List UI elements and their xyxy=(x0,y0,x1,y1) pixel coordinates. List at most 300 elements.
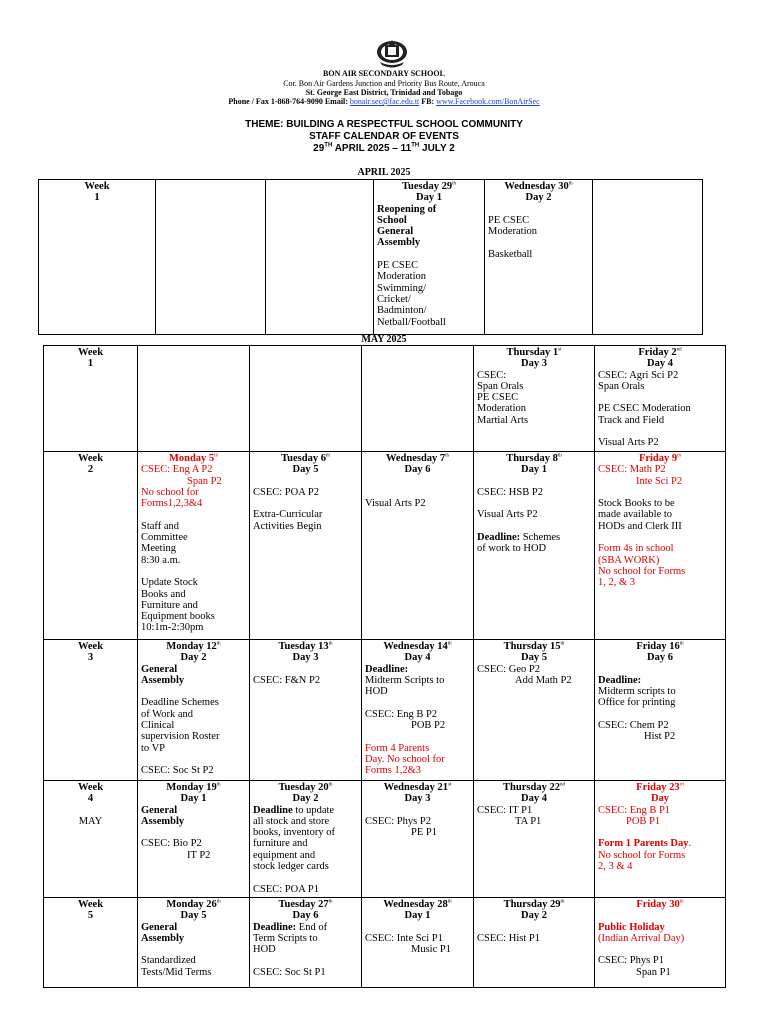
day-cell-text: Visual Arts P2 xyxy=(477,509,538,521)
day-cell-line xyxy=(477,910,591,921)
day-cell-line xyxy=(141,675,246,686)
day-cell-text: Thursday 1 xyxy=(506,347,559,358)
day-cell-text: HOD xyxy=(365,686,388,698)
date-ordinal-suffix: th xyxy=(328,782,333,788)
week-label-cell xyxy=(39,180,156,335)
day-cell-line xyxy=(598,838,722,849)
day-cell-line xyxy=(477,664,591,675)
day-cell-line xyxy=(141,543,246,554)
day-cell-line xyxy=(141,611,246,622)
date-ordinal-suffix: th xyxy=(568,181,573,187)
day-cell xyxy=(362,781,474,898)
may-calendar-table xyxy=(43,345,726,988)
day-cell-line xyxy=(377,305,481,316)
day-cell-line xyxy=(365,816,470,827)
day-cell-text: Forms1,2,3&4 xyxy=(141,498,203,510)
day-cell-text: Span P1 xyxy=(636,966,671,978)
day-cell-line xyxy=(141,899,246,910)
day-cell-text: CSEC: F&N P2 xyxy=(253,674,321,686)
date-ordinal-suffix: th xyxy=(216,899,221,905)
day-cell xyxy=(250,640,362,781)
day-cell-text: CSEC: POA P1 xyxy=(253,883,319,895)
day-cell-text: Day 1 xyxy=(416,192,442,204)
day-cell-line xyxy=(365,487,470,498)
day-cell-text: Day 1 xyxy=(521,464,547,476)
day-cell-text: Moderation xyxy=(488,226,537,238)
may-week-row xyxy=(44,640,726,781)
day-cell-line xyxy=(141,731,246,742)
day-cell-line xyxy=(598,370,722,381)
day-cell-text: Day 6 xyxy=(292,910,319,922)
day-cell-text: all stock and store xyxy=(253,815,330,827)
day-cell-line xyxy=(365,664,470,675)
day-cell-text: Day 2 xyxy=(180,652,207,664)
day-cell-text: Reopening of xyxy=(377,203,437,215)
date-ordinal-suffix: th xyxy=(677,453,682,459)
day-cell xyxy=(362,640,474,781)
day-cell-line xyxy=(488,215,589,226)
day-cell-line xyxy=(253,453,358,464)
date-ordinal-suffix: th xyxy=(679,641,684,647)
day-cell-text: Basketball xyxy=(488,248,533,260)
day-cell-line xyxy=(598,955,722,966)
may-week-row xyxy=(44,898,726,988)
day-cell-line xyxy=(477,464,591,475)
day-cell-line xyxy=(598,816,722,827)
day-cell-text: CSEC: Geo P2 xyxy=(477,663,541,675)
day-cell xyxy=(595,781,726,898)
day-cell-text: Hist P2 xyxy=(644,731,676,743)
day-cell-line xyxy=(365,805,470,816)
day-cell-text: Day 5 xyxy=(180,910,207,922)
day-cell-line xyxy=(141,743,246,754)
day-cell-line xyxy=(477,652,591,663)
day-cell-text: Midterm scripts to xyxy=(598,686,676,698)
day-cell-line xyxy=(477,487,591,498)
day-cell-line xyxy=(477,805,591,816)
day-cell-line xyxy=(477,370,591,381)
day-cell-line xyxy=(141,955,246,966)
day-cell-line xyxy=(477,498,591,509)
date-ordinal-suffix: th xyxy=(214,453,219,459)
day-cell-line xyxy=(253,664,358,675)
day-cell-line xyxy=(477,933,591,944)
day-cell-text: Day 3 xyxy=(292,652,319,664)
day-cell-line xyxy=(598,793,722,804)
week-label-cell xyxy=(44,781,138,898)
day-cell-line xyxy=(253,922,358,933)
day-cell-text: CSEC: Eng B P1 xyxy=(598,804,671,816)
day-cell-text: Visual Arts P2 xyxy=(365,498,426,510)
day-cell-text: Thursday 8 xyxy=(506,453,558,464)
day-cell-text: Equipment books xyxy=(141,611,215,623)
day-cell-text: Wednesday 28 xyxy=(383,899,448,910)
day-cell-text: Badminton/ xyxy=(377,305,427,317)
day-cell-line xyxy=(598,805,722,816)
day-cell-line xyxy=(477,543,591,554)
empty-day-cell xyxy=(266,180,374,335)
school-name: BON AIR SECONDARY SCHOOL xyxy=(323,69,445,78)
day-cell-text-tail: Schemes xyxy=(520,532,561,544)
day-cell-text: Staff and xyxy=(141,520,180,532)
day-cell-line xyxy=(253,641,358,652)
day-cell-text: Committee xyxy=(141,532,188,544)
day-cell-text: Wednesday 21 xyxy=(383,782,449,793)
day-cell-line xyxy=(598,827,722,838)
day-cell-line xyxy=(488,192,589,203)
day-cell-line xyxy=(365,686,470,697)
day-cell-text-tail: to update xyxy=(292,804,335,816)
day-cell-line xyxy=(141,464,246,475)
day-cell-text: CSEC: Inte Sci P1 xyxy=(365,932,443,944)
day-cell-line xyxy=(477,476,591,487)
day-cell-text: PE CSEC xyxy=(488,214,530,226)
date-ordinal-suffix: th xyxy=(328,899,333,905)
day-cell xyxy=(362,898,474,988)
day-cell-line xyxy=(365,944,470,955)
day-cell-text: Deadline Schemes xyxy=(141,697,219,709)
day-cell-text: CSEC: Math P2 xyxy=(598,464,666,476)
day-cell-text: Deadline: xyxy=(598,674,642,686)
day-cell xyxy=(595,346,726,452)
day-cell-text: Friday 9 xyxy=(638,453,678,464)
day-cell-line xyxy=(253,872,358,883)
day-cell-text: Span Orals xyxy=(598,380,645,392)
day-cell-line xyxy=(253,899,358,910)
day-cell-line xyxy=(377,294,481,305)
day-cell-line xyxy=(141,944,246,955)
date-ordinal-suffix: th xyxy=(445,453,450,459)
day-cell-text: Day 6 xyxy=(647,652,673,664)
day-cell-line xyxy=(598,933,722,944)
day-cell-text: Day 6 xyxy=(404,464,431,476)
day-cell-line xyxy=(377,215,481,226)
day-cell-line xyxy=(141,641,246,652)
day-cell-line xyxy=(141,577,246,588)
date-ordinal-suffix: th xyxy=(560,899,565,905)
day-cell-text: CSEC: Phys P2 xyxy=(365,815,431,827)
may-week-row xyxy=(44,346,726,452)
day-cell-text: Tuesday 29 xyxy=(402,181,453,192)
day-cell-text: HODs and Clerk III xyxy=(598,520,682,532)
day-cell-text: Deadline: xyxy=(253,921,297,933)
day-cell-text: POB P2 xyxy=(411,720,446,732)
day-cell-text: CSEC: Hist P1 xyxy=(477,932,541,944)
day-cell-text: IT P2 xyxy=(187,849,211,861)
day-cell-text: General xyxy=(377,226,414,238)
day-cell-text: Thursday 22 xyxy=(503,782,560,793)
day-cell-line xyxy=(253,487,358,498)
day-cell-line xyxy=(141,521,246,532)
day-cell-text: Day 1 xyxy=(180,793,207,805)
day-cell-line xyxy=(598,697,722,708)
day-cell-text: Deadline: xyxy=(477,532,521,544)
day-cell-line xyxy=(598,347,722,358)
day-cell-text: HOD xyxy=(253,944,276,956)
day-cell-text: General xyxy=(141,921,178,933)
day-cell-text: CSEC: Chem P2 xyxy=(598,720,669,732)
day-cell-line xyxy=(141,622,246,633)
day-cell xyxy=(474,640,595,781)
day-cell-line xyxy=(598,381,722,392)
day-cell-line xyxy=(365,782,470,793)
day-cell-line xyxy=(253,827,358,838)
day-cell-line xyxy=(377,271,481,282)
day-cell-line xyxy=(477,358,591,369)
day-cell-line xyxy=(365,910,470,921)
day-cell-text: Stock Books to be xyxy=(598,498,675,510)
day-cell-line xyxy=(488,181,589,192)
day-cell-text: Day 1 xyxy=(404,910,431,922)
day-cell xyxy=(374,180,485,335)
school-crest-logo xyxy=(372,38,412,70)
april-month-title: APRIL 2025 xyxy=(357,167,411,178)
day-cell-line xyxy=(488,237,589,248)
email-link[interactable]: bonair.sec@fac.edu.tt xyxy=(349,97,420,106)
day-cell-text: (Indian Arrival Day) xyxy=(598,932,685,944)
day-cell-text: Track and Field xyxy=(598,414,665,426)
day-cell-line xyxy=(598,850,722,861)
day-cell-text: Public Holiday xyxy=(598,921,665,933)
day-cell-text: Add Math P2 xyxy=(515,674,572,686)
day-cell-line xyxy=(598,861,722,872)
day-cell-text: Day 4 xyxy=(404,652,431,664)
day-cell-line xyxy=(141,453,246,464)
day-cell-text-tail: End of xyxy=(296,921,328,933)
day-cell-line xyxy=(365,743,470,754)
day-cell-text: Form 4 Parents xyxy=(365,742,430,754)
may-month-title: MAY 2025 xyxy=(361,334,407,345)
week-label-line: 4 xyxy=(87,793,94,805)
day-cell-line xyxy=(365,731,470,742)
day-cell-line xyxy=(253,793,358,804)
day-cell-text: Day 2 xyxy=(525,192,552,204)
day-cell-line xyxy=(141,686,246,697)
day-cell-text: Activities Begin xyxy=(253,520,322,532)
day-cell-line xyxy=(253,955,358,966)
day-cell xyxy=(474,346,595,452)
day-cell-text: TA P1 xyxy=(515,815,542,827)
day-cell-line xyxy=(598,509,722,520)
day-cell-line xyxy=(477,641,591,652)
day-cell-text: Visual Arts P2 xyxy=(598,437,659,449)
day-cell-text: Tuesday 13 xyxy=(278,641,329,652)
day-cell-text: CSEC: HSB P2 xyxy=(477,486,543,498)
day-cell-text: CSEC: Eng A P2 xyxy=(141,464,213,476)
day-cell-text: Form 1 Parents Day xyxy=(598,838,689,850)
day-cell-line xyxy=(598,709,722,720)
day-cell-text: CSEC: POA P2 xyxy=(253,486,319,498)
day-cell-text: Day 4 xyxy=(647,358,673,370)
day-cell-line xyxy=(141,850,246,861)
day-cell-text: Friday 23 xyxy=(636,782,680,793)
day-cell-line xyxy=(477,922,591,933)
day-cell-line xyxy=(598,566,722,577)
day-cell xyxy=(138,452,250,640)
day-cell-line xyxy=(365,899,470,910)
day-cell-text: Day 5 xyxy=(292,464,319,476)
week-label-line: Week xyxy=(77,641,104,652)
day-cell-line xyxy=(477,509,591,520)
day-cell-text: No school for Forms xyxy=(598,849,686,861)
date-range-start-suffix: TH xyxy=(324,142,333,149)
day-cell-text: Day 4 xyxy=(521,793,547,805)
day-cell-line xyxy=(477,392,591,403)
day-cell-text: furniture and xyxy=(253,838,308,850)
day-cell-line xyxy=(598,415,722,426)
day-cell-line xyxy=(141,827,246,838)
day-cell-text: PE CSEC Moderation xyxy=(598,403,691,415)
day-cell-text: Wednesday 7 xyxy=(385,453,446,464)
day-cell-line xyxy=(598,731,722,742)
day-cell-text: Term Scripts to xyxy=(253,932,318,944)
week-label-line xyxy=(47,805,134,816)
day-cell xyxy=(474,781,595,898)
day-cell-text: Extra-Curricular xyxy=(253,509,323,521)
facebook-link[interactable]: www.Facebook.com/BonAirSec xyxy=(436,97,540,106)
day-cell-text: Day. No school for xyxy=(365,753,445,765)
day-cell-text: Day 3 xyxy=(521,358,547,370)
day-cell-text: Thursday 15 xyxy=(503,641,561,652)
date-ordinal-suffix: th xyxy=(216,641,221,647)
day-cell-line xyxy=(365,827,470,838)
day-cell-line xyxy=(377,249,481,260)
day-cell-text: Day 2 xyxy=(292,793,319,805)
day-cell-text: CSEC: Agri Sci P2 xyxy=(598,369,679,381)
day-cell-line xyxy=(253,967,358,978)
day-cell-line xyxy=(253,498,358,509)
day-cell-line xyxy=(598,664,722,675)
day-cell-line xyxy=(141,793,246,804)
day-cell-line xyxy=(253,838,358,849)
day-cell-text: CSEC: Soc St P2 xyxy=(141,765,214,777)
day-cell-text: No school for xyxy=(141,486,199,498)
day-cell-line xyxy=(141,765,246,776)
day-cell-line xyxy=(253,675,358,686)
day-cell-line xyxy=(253,910,358,921)
week-label-line: 3 xyxy=(87,652,94,664)
week-label-cell xyxy=(44,346,138,452)
day-cell-text: Day 3 xyxy=(404,793,431,805)
day-cell-line xyxy=(253,782,358,793)
day-cell-text: Friday 16 xyxy=(636,641,680,652)
week-label-line: 1 xyxy=(94,192,100,204)
day-cell-text: (SBA WORK) xyxy=(598,554,660,566)
day-cell-line xyxy=(141,600,246,611)
day-cell-line xyxy=(377,283,481,294)
week-label-line: Week xyxy=(77,347,104,358)
day-cell-text: PE P1 xyxy=(411,827,437,839)
week-label-cell xyxy=(44,640,138,781)
empty-day-cell xyxy=(156,180,266,335)
day-cell-text: Monday 5 xyxy=(168,453,215,464)
day-cell-line xyxy=(598,403,722,414)
week-label-line: 5 xyxy=(87,910,94,922)
day-cell-line xyxy=(598,476,722,487)
day-cell-text: Netball/Football xyxy=(377,316,446,328)
day-cell-text: Friday 2 xyxy=(638,347,677,358)
day-cell-text: Wednesday 30 xyxy=(504,181,569,192)
day-cell-text: POB P1 xyxy=(626,815,661,827)
day-cell-text: CSEC: xyxy=(477,369,507,381)
day-cell-line xyxy=(141,652,246,663)
day-cell-text: Clinical xyxy=(141,720,175,732)
date-ordinal-suffix: rd xyxy=(679,782,684,788)
day-cell-text: General xyxy=(141,663,178,675)
day-cell xyxy=(595,640,726,781)
day-cell-line xyxy=(365,652,470,663)
date-ordinal-suffix: th xyxy=(557,453,562,459)
day-cell-text: Standardized xyxy=(141,955,196,967)
day-cell-text: General xyxy=(141,804,178,816)
day-cell-text: 2, 3 & 4 xyxy=(598,861,633,873)
day-cell-text: Day 5 xyxy=(521,652,547,664)
day-cell-text: Deadline xyxy=(253,804,293,816)
date-ordinal-suffix: th xyxy=(447,899,452,905)
day-cell-line xyxy=(477,532,591,543)
date-ordinal-suffix: th xyxy=(447,641,452,647)
day-cell xyxy=(485,180,593,335)
day-cell-text: of Work and xyxy=(141,708,194,720)
day-cell xyxy=(138,640,250,781)
date-ordinal-suffix: th xyxy=(216,782,221,788)
day-cell-line xyxy=(141,754,246,765)
day-cell-line xyxy=(141,838,246,849)
day-cell-text: Tuesday 6 xyxy=(281,453,326,464)
day-cell-line xyxy=(141,555,246,566)
day-cell-line xyxy=(598,910,722,921)
day-cell-text: School xyxy=(377,214,407,226)
day-cell-line xyxy=(141,498,246,509)
day-cell-text: 8:30 a.m. xyxy=(141,554,181,566)
day-cell-line xyxy=(598,922,722,933)
day-cell-line xyxy=(365,754,470,765)
day-cell-text: Assembly xyxy=(141,674,185,686)
day-cell-text: books, inventory of xyxy=(253,827,335,839)
day-cell-line xyxy=(477,415,591,426)
day-cell-text: PE CSEC xyxy=(477,392,519,404)
day-cell-line xyxy=(365,464,470,475)
day-cell-line xyxy=(141,922,246,933)
day-cell-line xyxy=(598,358,722,369)
day-cell-line xyxy=(141,910,246,921)
day-cell-text: Furniture and xyxy=(141,599,198,611)
day-cell-text: Form 4s in school xyxy=(598,543,674,555)
address-line-2: St. George East District, Trinidad and Tobago xyxy=(305,88,463,97)
day-cell-line xyxy=(477,381,591,392)
day-cell-line xyxy=(253,816,358,827)
date-ordinal-suffix: th xyxy=(679,899,684,905)
day-cell-line xyxy=(253,805,358,816)
day-cell-line xyxy=(253,944,358,955)
day-cell-line xyxy=(477,793,591,804)
date-range xyxy=(0,143,768,154)
april-week-row xyxy=(39,180,703,335)
day-cell-line xyxy=(598,577,722,588)
day-cell-text: Moderation xyxy=(477,403,526,415)
date-range-end-suffix: TH xyxy=(411,142,420,149)
day-cell-line xyxy=(365,641,470,652)
day-cell-text: Span Orals xyxy=(477,380,524,392)
day-cell-text: Tuesday 27 xyxy=(278,899,329,910)
day-cell-line xyxy=(598,944,722,955)
day-cell-line xyxy=(141,709,246,720)
day-cell-line xyxy=(477,403,591,414)
day-cell-line xyxy=(377,192,481,203)
day-cell xyxy=(474,452,595,640)
day-cell-line xyxy=(253,476,358,487)
day-cell-line xyxy=(598,967,722,978)
